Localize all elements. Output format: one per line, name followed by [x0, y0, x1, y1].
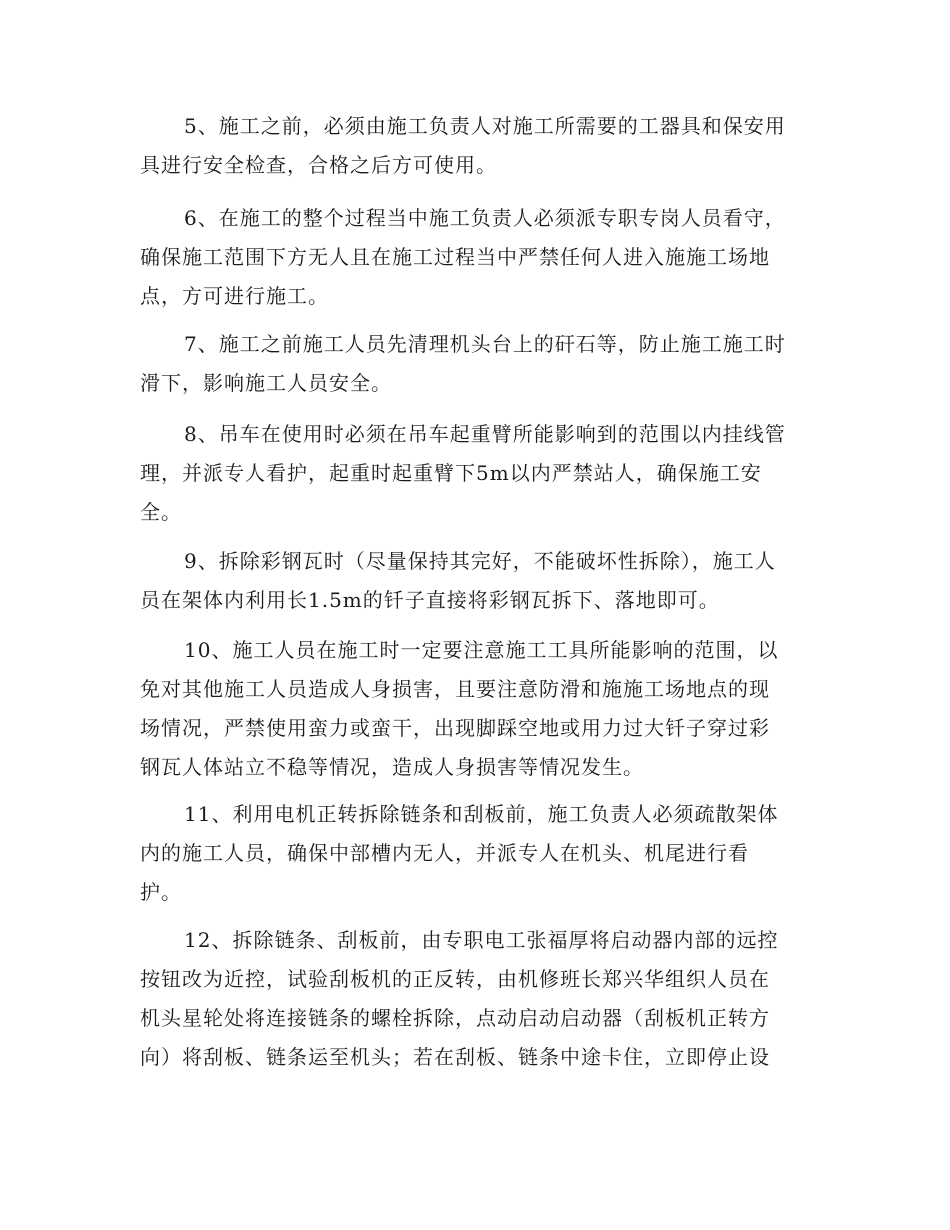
paragraph-line: 理，并派专人看护，起重时起重臂下5m以内严禁站人，确保施工安: [140, 461, 762, 485]
paragraph-line: 向）将刮板、链条运至机头；若在刮板、链条中途卡住，立即停止设: [140, 1045, 770, 1069]
paragraph-line: 6、在施工的整个过程当中施工负责人必须派专职专岗人员看守，: [184, 206, 786, 230]
paragraph-line: 机头星轮处将连接链条的螺栓拆除，点动启动启动器（刮板机正转方: [140, 1006, 770, 1030]
paragraph-line: 5、施工之前，必须由施工负责人对施工所需要的工器具和保安用: [184, 114, 786, 138]
paragraph-line: 钢瓦人体站立不稳等情况，造成人身损害等情况发生。: [140, 755, 644, 779]
paragraph-line: 滑下，影响施工人员安全。: [140, 371, 392, 395]
paragraph-9: [140, 542, 820, 620]
paragraph-line: 8、吊车在使用时必须在吊车起重臂所能影响到的范围以内挂线管: [184, 422, 786, 446]
paragraph-line: 内的施工人员，确保中部槽内无人，并派专人在机头、机尾进行看: [140, 841, 749, 865]
paragraph-line: 确保施工范围下方无人且在施工过程当中严禁任何人进入施施工场地: [140, 245, 770, 269]
paragraph-7: [140, 325, 820, 403]
paragraph-6: [140, 199, 820, 316]
paragraph-line: 10、施工人员在施工时一定要注意施工工具所能影响的范围，以: [184, 638, 779, 662]
paragraph-line: 7、施工之前施工人员先清理机头台上的矸石等，防止施工施工时: [184, 332, 786, 356]
paragraph-line: 9、拆除彩钢瓦时（尽量保持其完好，不能破坏性拆除），施工人: [184, 549, 776, 573]
paragraph-line: 具进行安全检查，合格之后方可使用。: [140, 153, 497, 177]
paragraph-8: [140, 415, 820, 532]
paragraph-line: 免对其他施工人员造成人身损害，且要注意防滑和施施工场地点的现: [140, 677, 770, 701]
paragraph-line: 11、利用电机正转拆除链条和刮板前，施工负责人必须疏散架体: [184, 802, 779, 826]
paragraph-10: [140, 631, 820, 787]
paragraph-12: [140, 921, 820, 1077]
paragraph-line: 12、拆除链条、刮板前，由专职电工张福厚将启动器内部的远控: [184, 928, 779, 952]
paragraph-line: 员在架体内利用长1.5m的钎子直接将彩钢瓦拆下、落地即可。: [140, 588, 720, 612]
paragraph-11: [140, 795, 820, 912]
paragraph-line: 场情况，严禁使用蛮力或蛮干，出现脚踩空地或用力过大钎子穿过彩: [140, 716, 770, 740]
paragraph-line: 按钮改为近控，试验刮板机的正反转，由机修班长郑兴华组织人员在: [140, 967, 770, 991]
paragraph-line: 护。: [140, 880, 182, 904]
paragraph-line: 全。: [140, 500, 182, 524]
paragraph-5: [140, 107, 820, 185]
paragraph-line: 点，方可进行施工。: [140, 284, 329, 308]
